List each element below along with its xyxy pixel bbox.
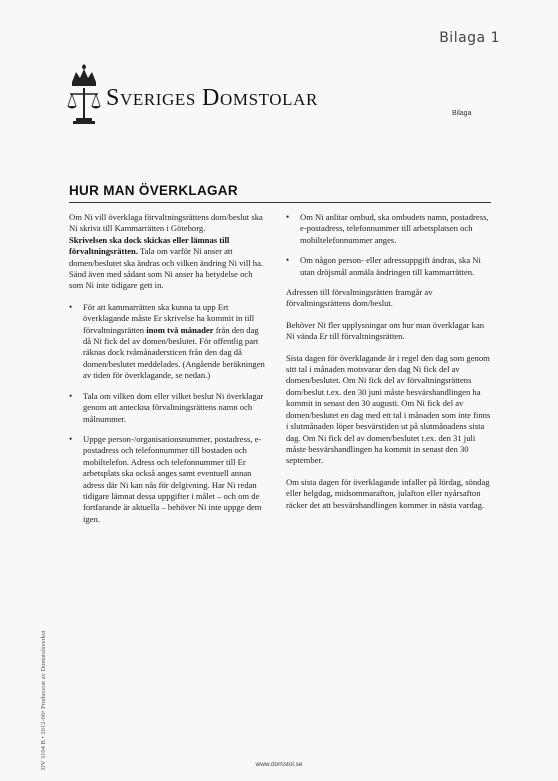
bullet-icon: • — [69, 301, 73, 312]
right-bullet-list — [286, 212, 494, 278]
side-note: DV 3104 B • 2012-06• Producerat av Domstolsverket — [40, 630, 47, 770]
attachment-label: Bilaga 1 — [439, 30, 500, 46]
small-attachment-label: Bilaga — [452, 110, 472, 117]
deadline-bold-text: inom två månader — [146, 324, 214, 335]
brand-wordmark: SVERIGES DOMSTOLAR — [106, 85, 318, 111]
list-item: • För att kammarrätten ska kunna ta upp Ert överklagande måste Er skrivelse ha kommit in till förvaltningsrätten inom två månader från den dag då Ni fick del av domen/beslutet. För offentlig part räknas dock tvåmånadersticen från den dag då domen/beslutet meddelades. (Angående beräkningen av tiden för överklagande, se nedan.) — [69, 301, 265, 381]
list-item: • Tala om vilken dom eller vilket beslut Ni överklagar genom att anteckna förvaltningsrättens namn och målnummer. — [69, 390, 264, 424]
intro-paragraph: Om Ni vill överklaga förvaltningsrättens dom/beslut ska Ni skriva till Kammarrätten i Göteborg. — [69, 212, 263, 234]
intro-text: Tala om varför Ni anser att domen/beslutet ska ändras och vilken ändring Ni vill ha. Sänd även med sådant som Ni anser ha betydelse och som Ni inte tidigare gett in. — [69, 246, 264, 291]
address-paragraph: Adressen till förvaltningsrätten framgår av förvaltningsrättens dom/beslut. — [286, 287, 433, 309]
page-title: HUR MAN ÖVERKLAGAR — [69, 183, 238, 198]
crown-scales-emblem-icon — [64, 64, 104, 126]
left-bullet-list — [69, 302, 265, 525]
bullet-icon: • — [286, 255, 290, 266]
intro-bold-text: Skrivelsen ska dock skickas eller lämnas till förvaltningsrätten. — [69, 234, 230, 257]
holiday-paragraph: Om sista dagen för överklagande infaller på lördag, söndag eller helgdag, midsommarafton, julafton eller nyårsafton räcker det att besvärshandlingen kommer in nästa vardag. — [286, 476, 490, 510]
footer-url: www.domstol.se — [255, 761, 303, 768]
information-paragraph: Behöver Ni fler upplysningar om hur man överklagar kan Ni vända Er till förvaltningsrätten. — [286, 319, 485, 342]
list-item: • Om någon person- eller adressuppgift ändras, ska Ni utan dröjsmål anmäla ändringen till kammarrätten. — [286, 255, 481, 277]
list-item: • Om Ni anlitar ombud, ska ombudets namn, postadress, e-postadress, telefonnummer till arbetsplatsen och mobiltelefonnummer anges. — [286, 212, 489, 245]
intro-continued — [69, 235, 265, 292]
list-item: • Uppge person-/organisationsnummer, postadress, e-postadress och telefonnummer till bostaden och mobiltelefon. Adress och telefonnummer till Er arbetsplats ska också anges samt eventuell annan adress där Ni kan nås för delgivning. Har Ni redan tidigare lämnat dessa uppgifter i målet – och om de fortfarande är aktuella – behöver Ni inte uppge dem igen. — [69, 433, 262, 524]
bullet-icon: • — [286, 212, 290, 222]
deadline-paragraph: Sista dagen för överklagande är i regel den dag som genom sitt tal i månaden motsvarar den dag Ni fick del av domen/beslutet. Om Ni fick del av förvaltningsrättens dom/beslut t.ex. den 30 juni måste besvärshandlingen ha kommit in senast den 30 augusti. Om Ni fick del av domen/beslutet en dag med ett tal i månaden som inte finns i slutmånaden löper besvärstiden ut på slutmånadens sista dag. Om Ni fick del av domen/beslutet t.ex. den 31 juli måste besvärshandlingen ha kommit in senast den 30 september. — [286, 352, 491, 466]
title-divider — [69, 202, 491, 203]
bullet-icon: • — [69, 390, 73, 401]
left-column — [69, 212, 265, 534]
right-column — [286, 212, 494, 521]
bullet-icon: • — [69, 433, 73, 444]
